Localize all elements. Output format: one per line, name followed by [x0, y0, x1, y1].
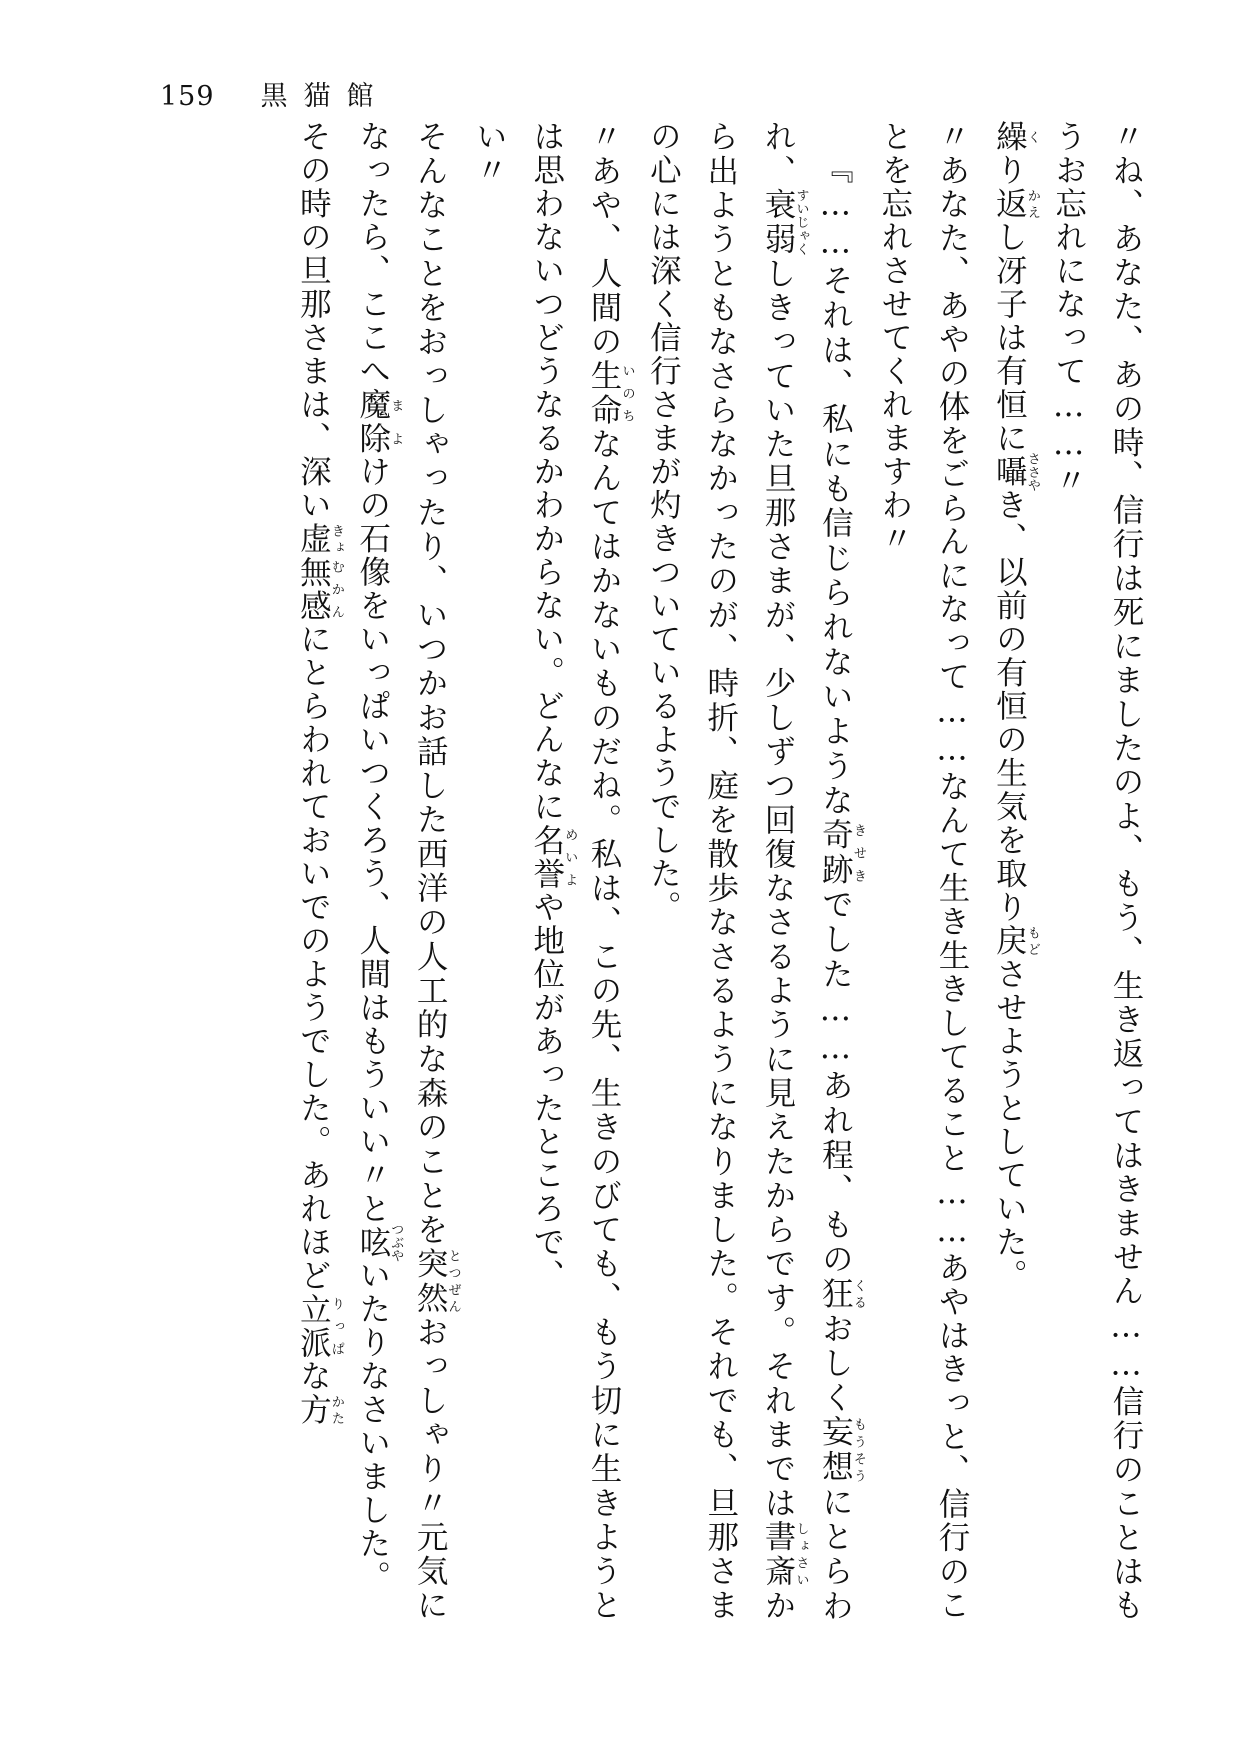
- running-title: 黒猫館: [260, 81, 390, 112]
- ruby-mousou: 妄想もうそう: [817, 1415, 866, 1485]
- paragraph-8: その時の旦那さまは、深い虚きょ無感むかんにとらわれておいでのようでした。あれほど立派りっぱな方かた: [295, 120, 344, 1427]
- ruby-kuri: 繰く: [991, 120, 1040, 154]
- paragraph-5: 〃あや、人間の生命いのちなんてはかないものだね。私は、この先、生きのびても、もう切に生きようとは思わないつどうなるかわからない。どんなに名誉めいよや地位があったところで、: [528, 120, 635, 1622]
- ruby-shosai: 書斎しょさい: [760, 1520, 809, 1589]
- paragraph-7: そんなことをおっしゃったり、いつかお話した西洋の人工的な森のことを突然とつぜんおっしゃり〃元気になったら、ここへ魔ま除よけの石像をいっぱいつくろう、人間はもういい〃と呟つぶやいたりなさいました。: [354, 120, 461, 1622]
- ruby-kyo: 虚きょ: [295, 522, 344, 556]
- ruby-modo: 戻もど: [991, 924, 1040, 958]
- paragraph-3: 〃あなた、あやの体をごらんになって……なんて生き生きしてること……あやはきっと、信行のことを忘れさせてくれますわ〃: [876, 120, 971, 1622]
- ruby-kiseki: 奇跡きせき: [817, 818, 866, 888]
- ruby-sasaya: 囁ささや: [991, 451, 1040, 492]
- ruby-mukan: 無感むかん: [295, 555, 344, 623]
- ruby-yo: 除よ: [354, 421, 404, 455]
- ruby-rippa: 立派りっぱ: [295, 1292, 344, 1360]
- ruby-kae: 返かえ: [991, 187, 1040, 221]
- paragraph-6: い〃: [471, 120, 508, 187]
- ruby-ma: 魔ま: [354, 388, 404, 422]
- ruby-totsuzen: 突然とつぜん: [412, 1247, 461, 1316]
- ruby-inochi: 生命いのち: [586, 359, 635, 428]
- paragraph-4: 『……それは、私にも信じられないような奇跡きせきでした……あれ程、もの狂くるおしく妄想もうそうにとらわれ、衰弱すいじゃくしきっていた旦那さまが、少しずつ回復なさるように見えたからです。それまでは書斎しょさいから出ようともなさらなかったのが、時折、庭を散歩なさるようになりました。それでも、旦那さまの心には深く信行さまが灼きついているようでした。: [645, 120, 866, 1622]
- ruby-suijaku: 衰弱すいじゃく: [760, 188, 809, 257]
- ruby-tsubuya: 呟つぶや: [354, 1222, 404, 1263]
- vertical-body-text: [120, 120, 1154, 1622]
- page-number: 159: [160, 81, 215, 112]
- page-header: [160, 74, 390, 113]
- ruby-meiyo: 名誉めいよ: [528, 823, 578, 891]
- paragraph-1: 〃ね、あなた、あの時、信行は死にましたのよ、もう、生き返ってはきません……信行のことはもうお忘れになって……〃: [1050, 120, 1144, 1622]
- ruby-kuru: 狂くる: [817, 1276, 866, 1312]
- ruby-kata: 方かた: [295, 1393, 344, 1427]
- paragraph-2: 繰くり返かえし冴子は有恒に囁ささやき、以前の有恒の生気を取り戻もどさせようとしていた。: [991, 120, 1040, 1293]
